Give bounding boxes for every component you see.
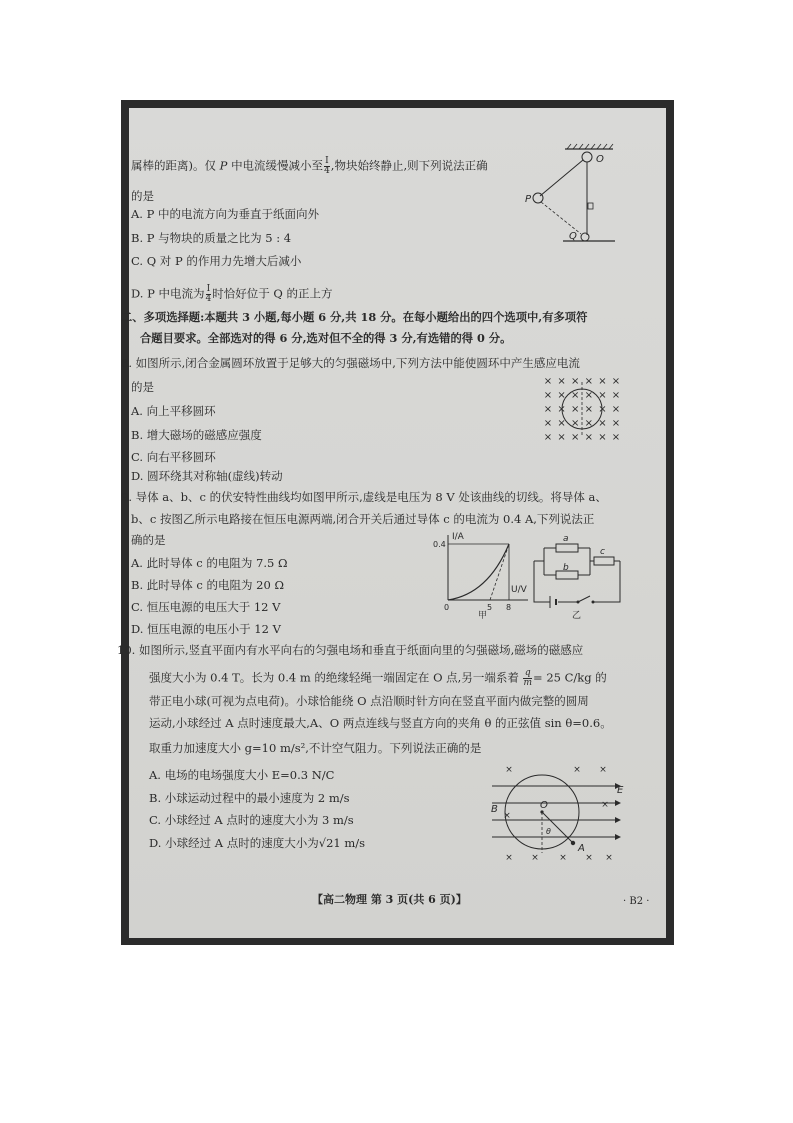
field-cross-mark: × (571, 404, 580, 415)
q8-option-d: D. 圆环绕其对称轴(虚线)转动 (131, 469, 283, 483)
q10-option-c: C. 小球经过 A 点时的速度大小为 3 m/s (149, 813, 354, 827)
switch-pivot (577, 601, 580, 604)
field-cross-mark: × (557, 376, 566, 387)
switch-contact (592, 601, 595, 604)
field-cross-mark: × (559, 853, 567, 863)
field-cross-mark: × (584, 390, 593, 401)
field-cross-mark: × (557, 404, 566, 415)
x-tick-5: 5 (487, 603, 493, 612)
section2-line2: 合题目要求。全部选对的得 6 分,选对但不全的得 3 分,有选错的得 0 分。 (140, 331, 512, 345)
q10-line3: 带正电小球(可视为点电荷)。小球恰能绕 O 点沿顺时针方向在竖直平面内做完整的圆周 (149, 694, 589, 708)
block (588, 203, 593, 209)
q8-option-a: A. 向上平移圆环 (131, 404, 216, 418)
field-cross-mark: × (584, 404, 593, 415)
string-op (540, 160, 583, 196)
field-cross-mark: × (598, 418, 607, 429)
caption-jia: 甲 (478, 611, 488, 620)
label-a: a (563, 534, 569, 544)
var-p: P (219, 158, 228, 173)
q8-option-b: B. 增大磁场的磁感应强度 (131, 428, 262, 442)
circuit-wires (534, 548, 620, 602)
q7-figure (525, 140, 625, 245)
field-cross-mark: × (531, 853, 539, 863)
q7-line2: 的是 (131, 189, 154, 203)
q9-option-c: C. 恒压电源的电压大于 12 V (131, 600, 281, 614)
field-cross-mark: × (584, 418, 593, 429)
field-cross-mark: × (571, 418, 580, 429)
q9-option-b: B. 此时导体 c 的电阻为 20 Ω (131, 578, 284, 592)
switch (578, 596, 590, 602)
field-cross-mark: × (611, 432, 621, 443)
label-o: O (540, 800, 548, 811)
page-footer: 【高二物理 第 3 页(共 6 页)】 (312, 893, 467, 906)
q9-graph-jia (433, 530, 533, 620)
q9-line1: 9. 导体 a、b、c 的伏安特性曲线均如图甲所示,虚线是电压为 8 V 处该曲线的切线。将导体 a、 (121, 490, 607, 504)
field-cross-mark: × (571, 432, 580, 443)
field-cross-mark: × (611, 376, 621, 387)
q9-line3: 确的是 (131, 533, 166, 547)
x-tick-0: 0 (444, 603, 450, 612)
q10-line1: 10. 如图所示,竖直平面内有水平向右的匀强电场和垂直于纸面向里的匀强磁场,磁场的磁感应 (117, 643, 584, 657)
field-cross-mark: × (543, 432, 553, 443)
field-cross-mark: × (584, 432, 593, 443)
q7-option-d: D. P 中电流为 $\frac{I}{4}$ 时恰好位于 Q 的正上方 (131, 284, 333, 304)
q10-line4: 运动,小球经过 A 点时速度最大,A、O 两点连线与竖直方向的夹角 θ 的正弦值 sin θ=0.6。 (149, 716, 612, 730)
field-cross-mark: × (584, 376, 593, 387)
field-cross-mark: × (605, 853, 613, 863)
label-b: b (563, 563, 569, 573)
field-cross-mark: × (598, 432, 607, 443)
q7-option-c: C. Q 对 P 的作用力先增大后减小 (131, 254, 302, 268)
q9-circuit-yi (530, 530, 630, 620)
field-cross-mark: × (503, 811, 511, 821)
label-e: E (617, 785, 624, 796)
field-cross-mark: × (598, 390, 607, 401)
q10-line2: 强度大小为 0.4 T。长为 0.4 m 的绝缘轻绳一端固定在 O 点,另一端系着 $\frac{q}{m}$ = 25 C/kg 的 (149, 668, 607, 688)
field-cross-mark: × (611, 390, 621, 401)
x-axis-label: U/V (511, 585, 527, 595)
label-q: Q (569, 231, 577, 242)
field-cross-mark: × (599, 765, 607, 775)
q8-figure (540, 372, 625, 447)
label-c: c (600, 547, 605, 557)
caption-yi: 乙 (572, 611, 582, 620)
resistor-c (594, 557, 614, 565)
field-cross-mark: × (557, 432, 566, 443)
ceiling-hatch (567, 144, 613, 149)
pulley-o (582, 152, 592, 162)
q10-option-d: D. 小球经过 A 点时的速度大小为√21 m/s (149, 836, 366, 850)
q7-fraction: $\frac{I}{4}$ (324, 156, 330, 176)
q9-option-d: D. 恒压电源的电压小于 12 V (131, 622, 281, 636)
section2-line1: 二、多项选择题:本题共 3 小题,每小题 6 分,共 18 分。在每小题给出的四个选项中,有多项符 (121, 310, 588, 324)
iv-curve (448, 544, 509, 600)
field-cross-mark: × (557, 390, 566, 401)
field-cross-mark: × (611, 404, 621, 415)
field-cross-mark: × (505, 853, 513, 863)
label-p: P (525, 194, 532, 205)
label-a: A (578, 843, 585, 854)
rod-q (581, 233, 589, 241)
ball-a (571, 841, 575, 845)
q9-line2: b、c 按图乙所示电路接在恒压电源两端,闭合开关后通过导体 c 的电流为 0.4 A,下列说法正 (131, 512, 595, 526)
field-cross-mark: × (557, 418, 566, 429)
label-o: O (596, 154, 604, 165)
field-cross-mark: × (571, 376, 580, 387)
field-cross-mark: × (543, 404, 553, 415)
q7-option-d-fraction: $\frac{I}{4}$ (205, 284, 212, 304)
x-tick-8: 8 (506, 603, 512, 612)
q10-option-b: B. 小球运动过程中的最小速度为 2 m/s (149, 791, 350, 805)
field-cross-mark: × (571, 390, 580, 401)
q9-option-a: A. 此时导体 c 的电阻为 7.5 Ω (131, 556, 288, 570)
field-cross-mark: × (543, 418, 553, 429)
page-code: · B2 · (623, 896, 650, 907)
q8-line2: 的是 (131, 380, 154, 394)
q7-option-a: A. P 中的电流方向为垂直于纸面向外 (131, 207, 320, 221)
q10-line5: 取重力加速度大小 g=10 m/s²,不计空气阻力。下列说法正确的是 (149, 741, 482, 755)
q7-option-b: B. P 与物块的质量之比为 5 : 4 (131, 231, 292, 245)
field-cross-mark: × (598, 376, 607, 387)
label-b: B (491, 804, 498, 815)
q7-line1: 属棒的距离)。仅 P 中电流缓慢减小至 $\frac{I}{4}$ ,物块始终静止,则下列说法正确 (131, 156, 488, 176)
field-cross-mark: × (573, 765, 581, 775)
label-theta: θ (546, 827, 551, 836)
field-cross-mark: × (598, 404, 607, 415)
rod-p (533, 193, 543, 203)
q8-option-c: C. 向右平移圆环 (131, 450, 216, 464)
field-cross-mark: × (585, 853, 593, 863)
resistor-a (556, 544, 578, 552)
field-cross-mark: × (543, 390, 553, 401)
y-axis-label: I/A (452, 532, 464, 542)
field-cross-mark: × (543, 376, 553, 387)
q10-fraction: $\frac{q}{m}$ (523, 668, 533, 688)
dashed-pq (541, 202, 581, 234)
field-cross-mark: × (505, 765, 513, 775)
q10-option-a: A. 电场的电场强度大小 E=0.3 N/C (149, 768, 335, 782)
q8-line1: 8. 如图所示,闭合金属圆环放置于足够大的匀强磁场中,下列方法中能使圆环中产生感应电流 (121, 356, 580, 370)
y-tick-04: 0.4 (433, 540, 446, 549)
field-cross-mark: × (601, 800, 609, 810)
q10-figure (487, 763, 627, 866)
field-cross-mark: × (611, 418, 621, 429)
